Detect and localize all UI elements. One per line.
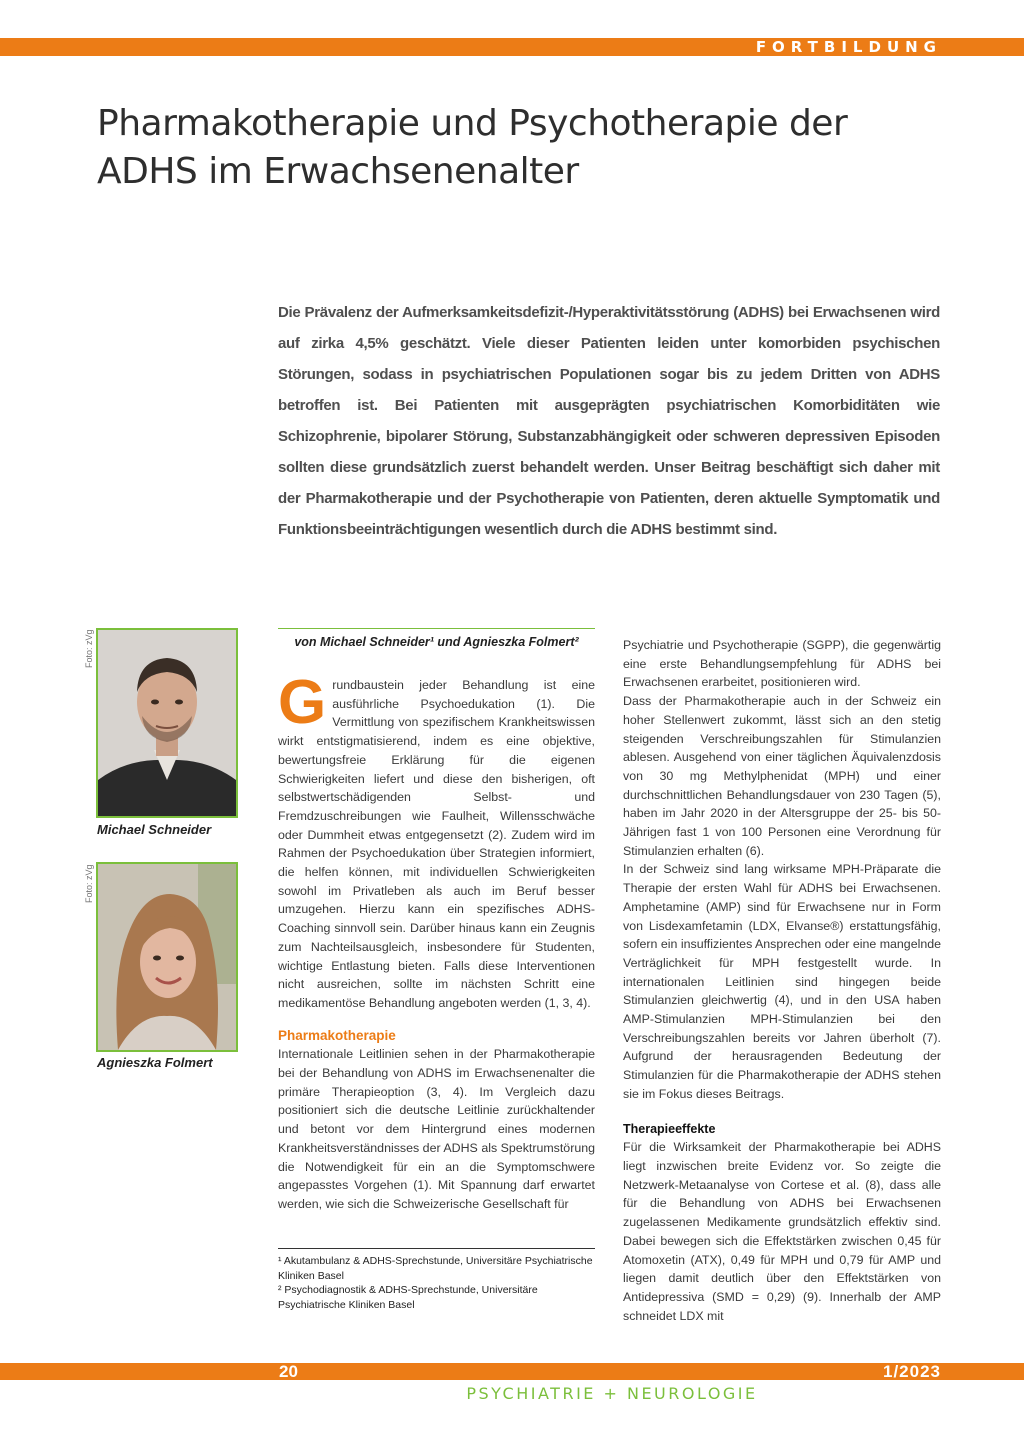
subhead-therapieeffekte: Therapieeffekte	[623, 1121, 716, 1136]
portrait-woman-image	[98, 864, 236, 1050]
paragraph: Internationale Leitlinien sehen in der Pharmakotherapie bei der Behandlung von ADHS im Erwachsenenalter die primäre Therapieoption (3, 4). Im Vergleich dazu positioniert sich die deutsche Leitlinie zurückhaltender und betont vor dem Hintergrund eines modernen Krankheitsverständnisses der ADHS als Spektrumstörung die Notwendigkeit für ein an die Symptomschwere angepasstes Vorgehen (1). Mit Spannung darf erwartet werden, wie sich die Schweizerische Gesellschaft für	[278, 1047, 595, 1211]
footer-bar	[0, 1363, 1024, 1380]
article-column-1	[278, 668, 595, 1214]
footnote-1: ¹ Akutambulanz & ADHS-Sprechstunde, Universitäre Psychiatrische Kliniken Basel	[278, 1255, 593, 1282]
intro-paragraph	[278, 668, 595, 1013]
paragraph: Psychiatrie und Psychotherapie (SGPP), die gegenwärtig eine erste Behandlungsempfehlung für ADHS bei Erwachsenen erarbeitet, positionieren wird.	[623, 638, 941, 690]
paragraph: In der Schweiz sind lang wirksame MPH-Präparate die Therapie der ersten Wahl für ADHS bei Erwachsenen. Amphetamine (AMP) sind für Erwachsene nur in Form von Lisdexamfetamin (LDX, Elvanse®) erstattungsfähig, sofern ein insuffizientes Ansprechen oder eine mangelnde Verträglichkeit für MPH festgestellt wurde. In internationalen Leitlinien sind hingegen beide Stimulanzien gleichwertig (4), und in den USA haben AMP-Stimulanzien MPH-Stimulanzien bei den Verschreibungszahlen bereits vor Jahren überholt (7). Aufgrund der herausragenden Bedeutung der Stimulanzien für die Pharmakotherapie der ADHS stehen sie im Fokus dieses Beitrags.	[623, 862, 942, 1101]
drop-cap: G	[278, 668, 327, 737]
article-lead: Die Prävalenz der Aufmerksamkeitsdefizit-/Hyperaktivitätsstörung (ADHS) bei Erwachsenen wird auf zirka 4,5% geschätzt. Viele dieser Patienten leiden unter komorbiden psychischen Störungen, sodass in psychiatrischen Populationen sogar bis zu jedem Dritten von ADHS betroffen ist. Bei Patienten mit ausgeprägten psychiatrischen Komorbiditäten wie Schizophrenie, bipolarer Störung, Substanzabhängigkeit oder schweren depressiven Episoden sollten diese grundsätzlich zuerst behandelt werden. Unser Beitrag beschäftigt sich daher mit der Pharmakotherapie und der Psychotherapie von Patienten, deren aktuelle Symptomatik und Funktionsbeeinträchtigungen wesentlich durch die ADHS bestimmt sind.	[278, 304, 940, 538]
intro-text: rundbaustein jeder Behandlung ist eine ausführliche Psychoedukation (1). Die Vermittlung von spezifischem Krankheitswissen wirkt entstigmatisierend, indem es eine objektive, bewertungsfreie Erklärung für die eigenen Schwierigkeiten liefert und diese den bisherigen, oft selbstwertschädigenden Selbst- und Fremdzuschreibungen wie Faulheit, Willensschwäche oder Dummheit etwas entgegensetzt (2). Zudem wird im Rahmen der Psychoedukation über Strategien informiert, die helfen können, mit individuellen Schwierigkeiten sowohl im Privatleben als auch im Beruf besser umzugehen. Hierzu kann ein spezifisches ADHS-Coaching sinnvoll sein. Darüber hinaus kann ein Zeugnis zum Nachteilsausgleich, insbesondere für Studenten, wichtige Entlastung bieten. Falls diese Interventionen nicht ausreichen, sollte im nächsten Schritt eine medikamentöse Behandlung angeboten werden (1, 3, 4).	[278, 678, 595, 1010]
paragraph: Für die Wirksamkeit der Pharmakotherapie bei ADHS liegt inzwischen breite Evidenz vor. So zeigte die Netzwerk-Metaanalyse von Cortese et al. (8), dass alle für die Behandlung von ADHS bei Erwachsenen zugelassenen Medikamente grundsätzlich effektiv sind. Dabei bewegen sich die Effektstärken zwischen 0,45 für Atomoxetin (ATX), 0,49 für MPH und 0,79 für AMP und liegen damit deutlich über den Effektstärken von Antidepressiva (SMD = 0,29) (9). Innerhalb der AMP schneidet LDX mit	[623, 1140, 941, 1323]
journal-name: PSYCHIATRIE + NEUROLOGIE	[466, 1384, 758, 1403]
subhead-pharmakotherapie: Pharmakotherapie	[278, 1027, 396, 1043]
page-number: 20	[279, 1362, 298, 1381]
article-title: Pharmakotherapie und Psychotherapie der ADHS im Erwachsenenalter	[97, 103, 848, 192]
photo-credit: Foto: zVg	[84, 864, 94, 903]
portrait-man-image	[98, 630, 236, 816]
footnotes	[278, 1248, 595, 1312]
author-photo-michael-schneider	[96, 628, 238, 818]
photo-credit: Foto: zVg	[84, 629, 94, 668]
article-column-2	[623, 636, 941, 1325]
author-caption-1: Michael Schneider	[97, 822, 212, 837]
author-photo-agnieszka-folmert	[96, 862, 238, 1052]
section-label: FORTBILDUNG	[755, 38, 942, 56]
byline: von Michael Schneider¹ und Agnieszka Folmert²	[278, 628, 595, 649]
footnote-2: ² Psychodiagnostik & ADHS-Sprechstunde, Universitäre Psychiatrische Kliniken Basel	[278, 1284, 538, 1311]
issue-number: 1/2023	[883, 1362, 941, 1381]
paragraph: Dass der Pharmakotherapie auch in der Schweiz ein hoher Stellenwert zukommt, lässt sich an den stetig steigenden Verschreibungszahlen für Stimulanzien ablesen. Ausgehend von einer täglichen Äquivalenzdosis von 30 mg Methylphenidat (MPH) und einer durchschnittlichen Behandlungsdauer von 230 Tagen (5), haben im Jahr 2020 in der Altersgruppe der 25- bis 50-Jährigen fast 1 von 100 Personen eine Verordnung für Stimulanzien erhalten (6).	[623, 694, 941, 858]
author-caption-2: Agnieszka Folmert	[97, 1055, 213, 1070]
